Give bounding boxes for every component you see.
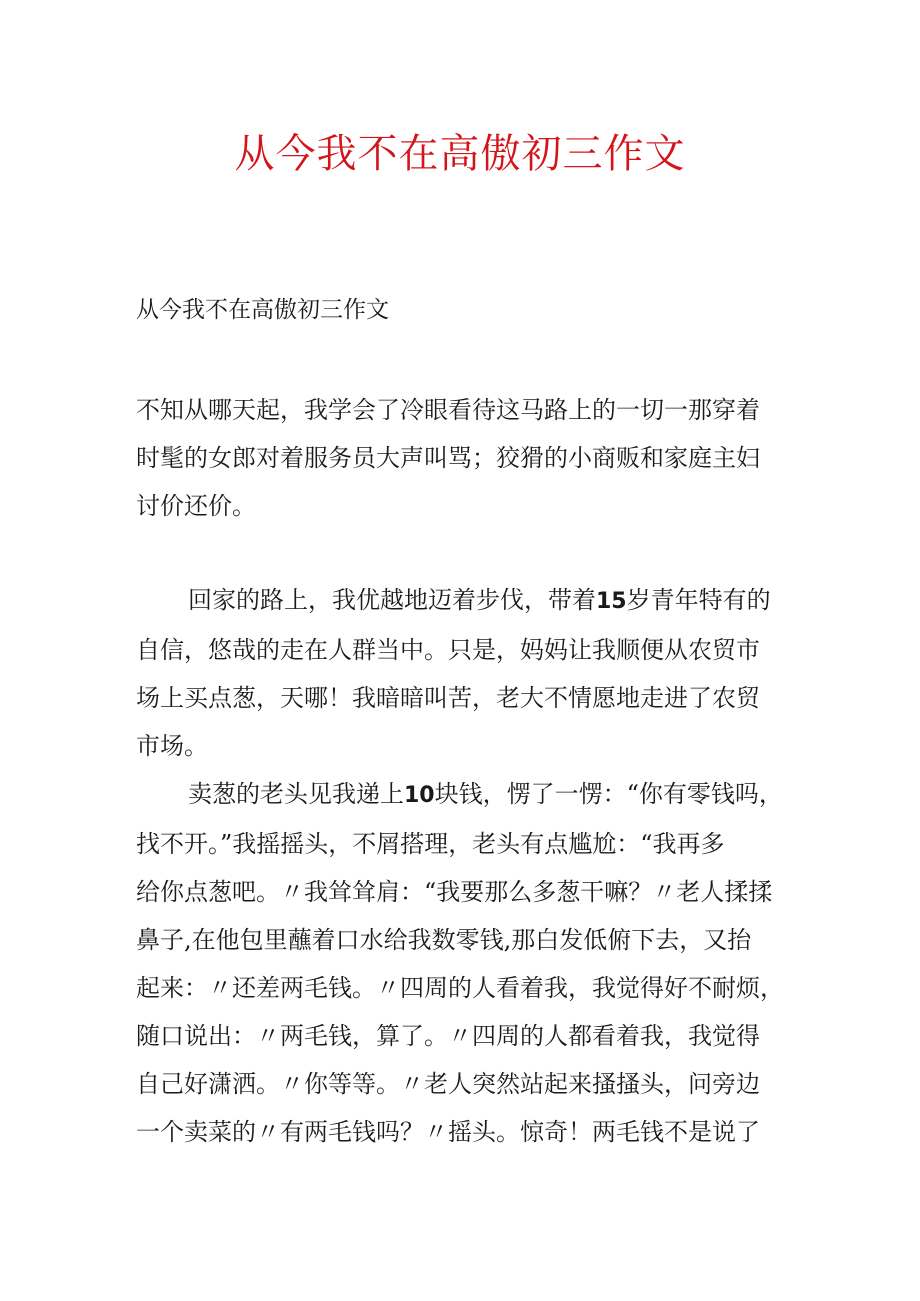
paragraph-line: 起来：〃还差两毛钱。〃四周的人看着我，我觉得好不耐烦， xyxy=(136,974,784,1002)
paragraph-line: 场上买点葱，天哪！我暗暗叫苦，老大不情愿地走进了农贸 xyxy=(136,684,760,712)
paragraph-line: 随口说出：〃两毛钱，算了。〃四周的人都看着我，我觉得 xyxy=(136,1022,760,1050)
paragraph-line: 不知从哪天起，我学会了冷眼看待这马路上的一切一那穿着 xyxy=(136,396,760,424)
paragraph-3 xyxy=(136,770,816,1156)
paragraph-1 xyxy=(136,386,816,530)
paragraph-line: 市场。 xyxy=(136,732,208,760)
text-segment: 块钱，愣了一愣：“你有零钱吗， xyxy=(434,780,783,808)
paragraph-line: 自己好潇洒。〃你等等。〃老人突然站起来搔搔头，问旁边 xyxy=(136,1070,760,1098)
number-text: 10 xyxy=(404,783,435,808)
paragraph-line xyxy=(136,576,816,626)
paragraph-line xyxy=(136,770,816,820)
document-subtitle: 从今我不在高傲初三作文 xyxy=(136,297,389,323)
paragraph-2 xyxy=(136,576,816,770)
number-text: 15 xyxy=(596,589,627,614)
paragraph-line: 讨价还价。 xyxy=(136,492,256,520)
paragraph-line: 找不开。”我摇摇头，不屑搭理，老头有点尴尬：“我再多 xyxy=(136,830,725,858)
paragraph-line: 给你点葱吧。〃我耸耸肩：“我要那么多葱干嘛？〃老人揉揉 xyxy=(136,878,773,906)
paragraph-line: 自信，悠哉的走在人群当中。只是，妈妈让我顺便从农贸市 xyxy=(136,636,760,664)
paragraph-line: 鼻子,在他包里蘸着口水给我数零钱,那白发低俯下去，又抬 xyxy=(136,926,752,954)
paragraph-line: 时髦的女郎对着服务员大声叫骂；狡猾的小商贩和家庭主妇 xyxy=(136,444,760,472)
paragraph-line: 一个卖菜的〃有两毛钱吗？〃摇头。惊奇！两毛钱不是说了 xyxy=(136,1118,760,1146)
text-segment: 卖葱的老头见我递上 xyxy=(188,780,404,808)
text-segment: 岁青年特有的 xyxy=(626,586,771,614)
text-segment: 回家的路上，我优越地迈着步伐，带着 xyxy=(188,586,596,614)
document-title: 从今我不在高傲初三作文 xyxy=(234,131,686,177)
